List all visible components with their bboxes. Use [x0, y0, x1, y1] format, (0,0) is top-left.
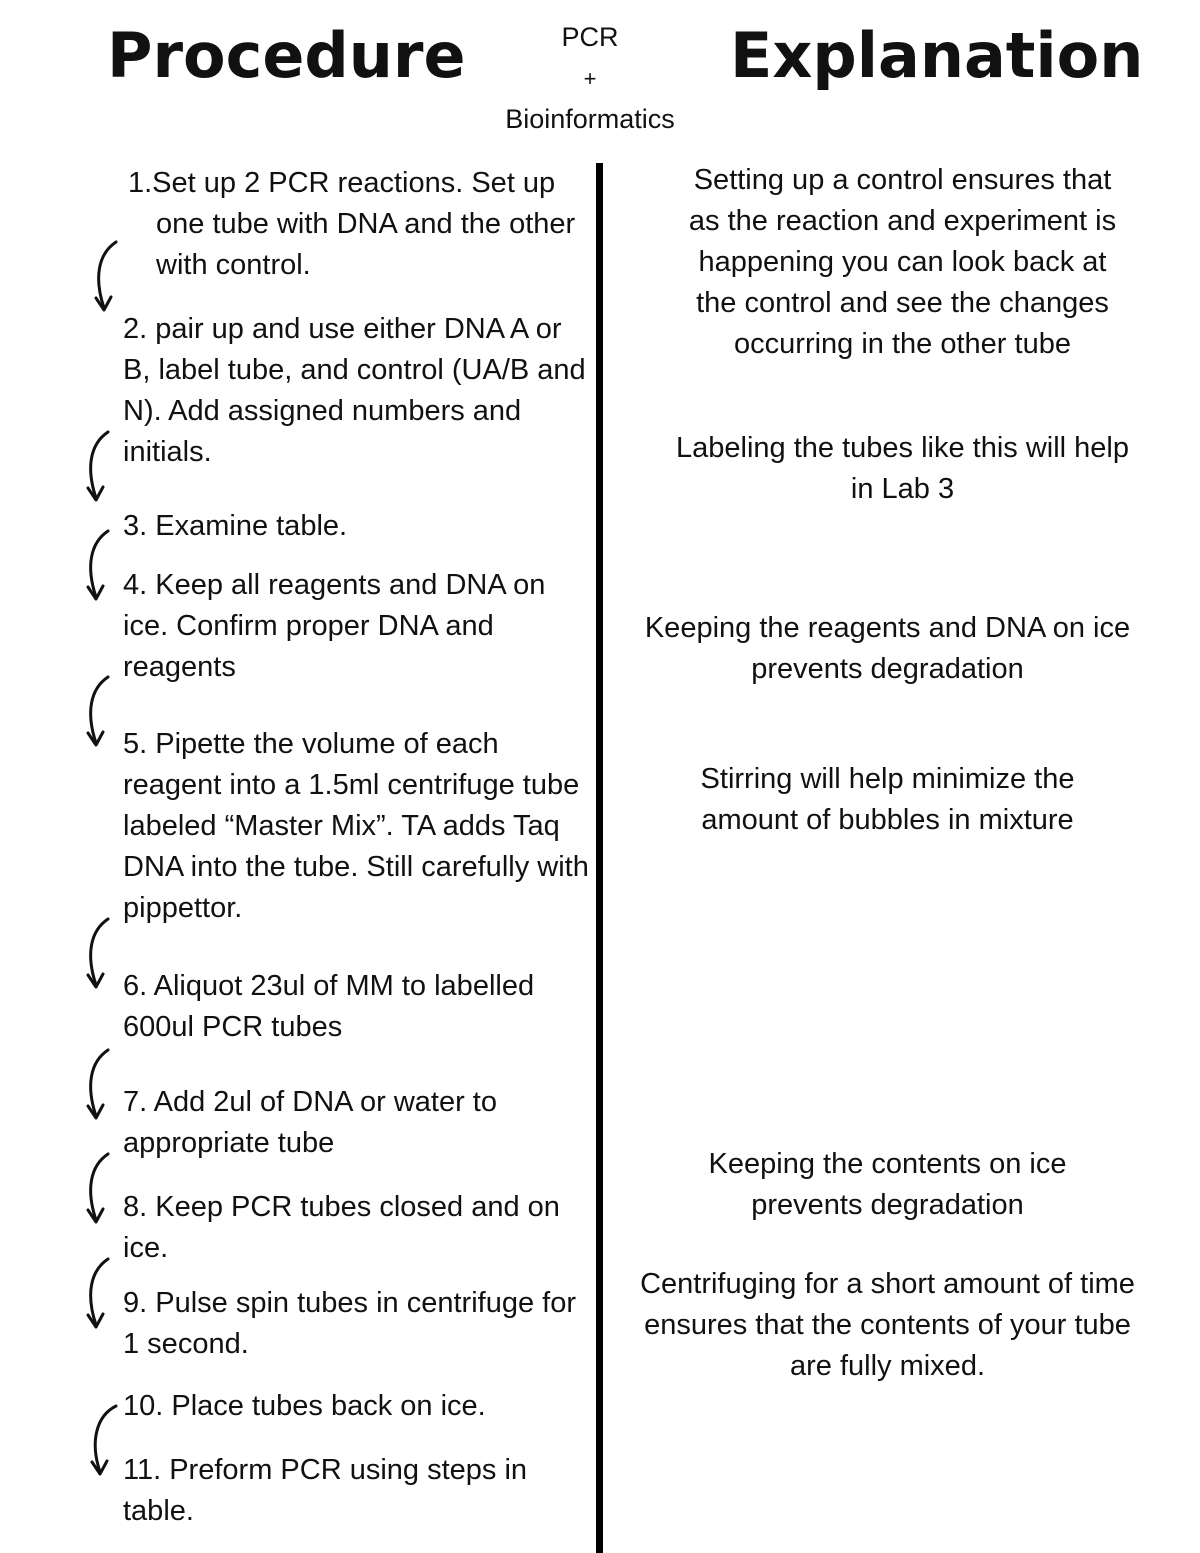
procedure-step-10: 10. Place tubes back on ice.	[123, 1390, 486, 1422]
procedure-step-4: 4. Keep all reagents and DNA on ice. Confirm proper DNA and reagents	[123, 569, 546, 683]
curved-down-arrow-icon	[82, 1255, 118, 1335]
subtitle-bioinformatics: Bioinformatics	[505, 104, 675, 134]
explanation-stirring: Stirring will help minimize the amount of bubbles in mixture	[700, 763, 1075, 836]
column-divider	[596, 163, 603, 1553]
curved-down-arrow-icon	[82, 428, 118, 508]
procedure-step-2: 2. pair up and use either DNA A or B, label tube, and control (UA/B and N). Add assigned numbers and initials.	[123, 313, 586, 468]
procedure-step-6: 6. Aliquot 23ul of MM to labelled 600ul PCR tubes	[123, 970, 535, 1043]
curved-down-arrow-icon	[82, 1046, 118, 1126]
procedure-step-8: 8. Keep PCR tubes closed and on ice.	[123, 1191, 560, 1264]
procedure-step-9: 9. Pulse spin tubes in centrifuge for 1 second.	[123, 1287, 576, 1360]
explanation-ice-contents: Keeping the contents on ice prevents degradation	[708, 1148, 1067, 1221]
explanation-heading: Explanation	[730, 19, 1144, 92]
curved-down-arrow-icon	[82, 527, 118, 607]
explanation-labeling: Labeling the tubes like this will help in Lab 3	[676, 432, 1129, 505]
subtitle-plus: +	[583, 66, 597, 91]
curved-down-arrow-icon	[82, 915, 118, 995]
procedure-step-3: 3. Examine table.	[123, 510, 348, 542]
explanation-control: Setting up a control ensures that as the reaction and experiment is happening you can look back at the control and see the changes occurring in the other tube	[688, 164, 1117, 360]
procedure-step-5: 5. Pipette the volume of each reagent into a 1.5ml centrifuge tube labeled “Master Mix”. TA adds Taq DNA into the tube. Still carefully with pippettor.	[123, 728, 589, 924]
curved-down-arrow-icon	[82, 673, 118, 753]
procedure-step-11: 11. Preform PCR using steps in table.	[123, 1454, 528, 1527]
procedure-step-1: 1.Set up 2 PCR reactions. Set up one tube with DNA and the other with control.	[128, 167, 576, 281]
curved-down-arrow-icon	[90, 238, 126, 318]
curved-down-arrow-icon	[86, 1402, 122, 1482]
subtitle-pcr: PCR	[561, 22, 619, 52]
procedure-step-7: 7. Add 2ul of DNA or water to appropriate tube	[123, 1086, 497, 1159]
explanation-ice-reagents: Keeping the reagents and DNA on ice prevents degradation	[644, 612, 1131, 685]
explanation-centrifuging: Centrifuging for a short amount of time ensures that the contents of your tube are fully mixed.	[640, 1268, 1135, 1382]
procedure-heading: Procedure	[107, 19, 466, 92]
curved-down-arrow-icon	[82, 1150, 118, 1230]
